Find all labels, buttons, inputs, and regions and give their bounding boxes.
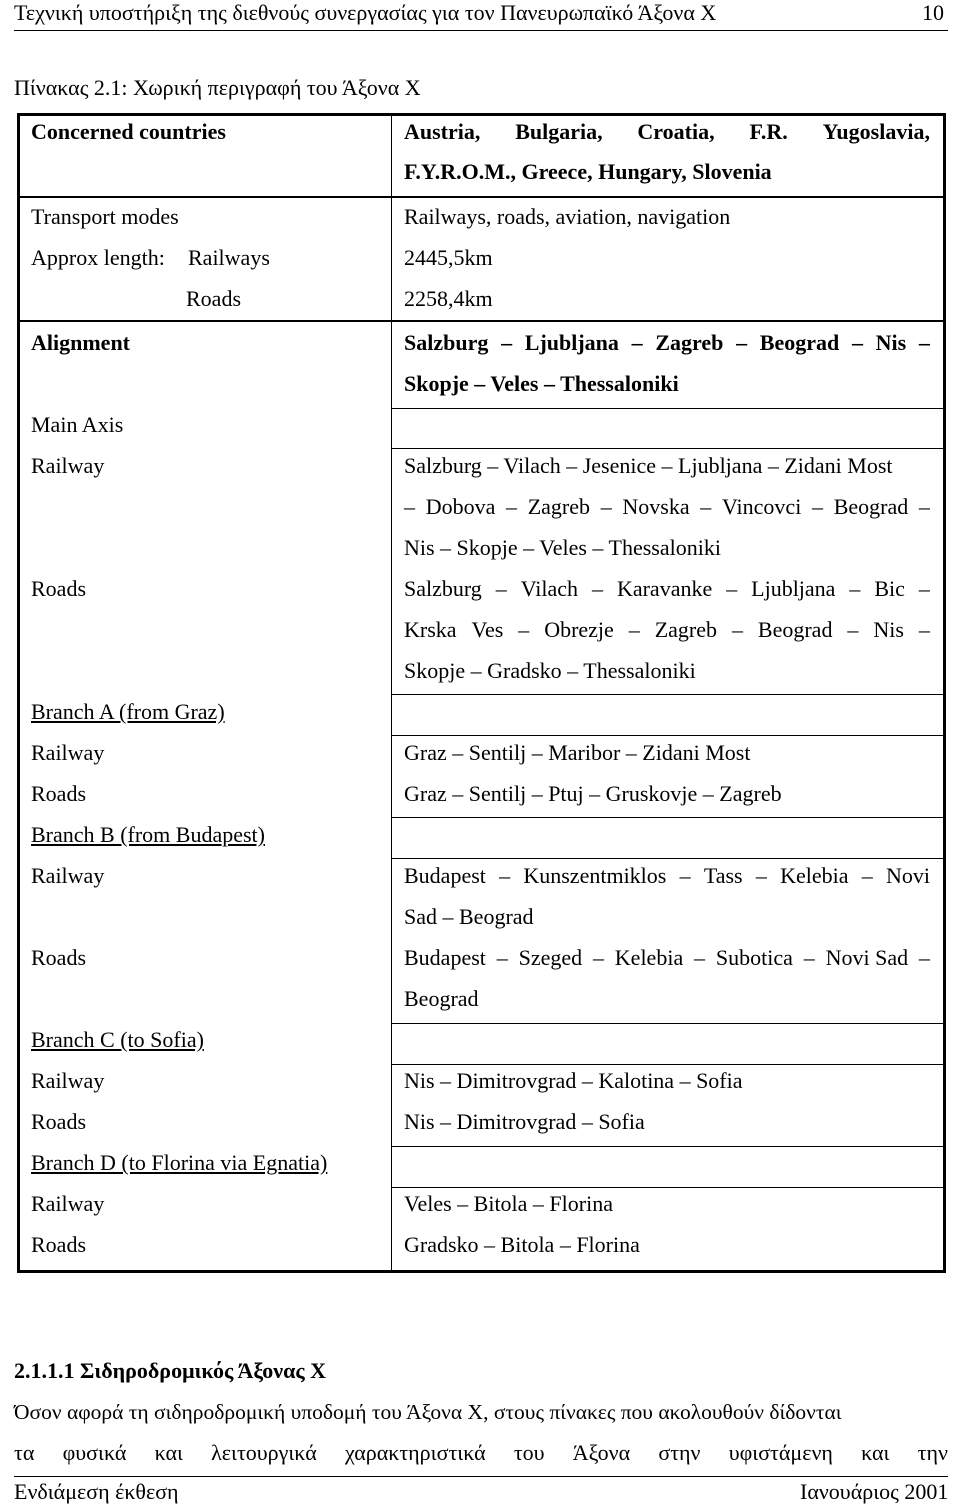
branch-c-label: Branch C (to Sofia): [31, 1027, 204, 1052]
header-rule: [14, 30, 948, 31]
length-roads-label: Roads: [186, 286, 241, 311]
row-divider: [391, 694, 943, 695]
main-railway-line1: Salzburg – Vilach – Jesenice – Ljubljana – Zidani Most: [404, 453, 893, 478]
footer-right: Ιανουάριος 2001: [800, 1479, 949, 1504]
row-divider: [391, 408, 943, 409]
alignment-line1: Salzburg – Ljubljana – Zagreb – Beograd – Nis –: [404, 330, 930, 355]
branch-a-label: Branch A (from Graz): [31, 699, 225, 724]
alignment-line2: Skopje – Veles – Thessaloniki: [404, 371, 679, 396]
row-divider: [391, 735, 943, 736]
alignment-label: Alignment: [31, 330, 130, 355]
branch-d-label: Branch D (to Florina via Egnatia): [31, 1150, 328, 1175]
branch-d-roads-value: Gradsko – Bitola – Florina: [404, 1232, 640, 1257]
approx-length-label: Approx length:: [31, 245, 165, 270]
paragraph-line2: τα φυσικά και λειτουργικά χαρακτηριστικά του Άξονα στην υφιστάμενη και την: [14, 1440, 948, 1465]
main-roads-line3: Skopje – Gradsko – Thessaloniki: [404, 658, 696, 683]
transport-modes-label: Transport modes: [31, 204, 179, 229]
branch-a-roads-label: Roads: [31, 781, 86, 806]
branch-d-railway-value: Veles – Bitola – Florina: [404, 1191, 613, 1216]
branch-c-roads-value: Nis – Dimitrovgrad – Sofia: [404, 1109, 645, 1134]
branch-b-railway-label: Railway: [31, 863, 105, 888]
branch-a-railway-label: Railway: [31, 740, 105, 765]
footer-rule: [14, 1476, 948, 1477]
main-roads-line1: Salzburg – Vilach – Karavanke – Ljubljana – Bic –: [404, 576, 930, 601]
main-railway-line3: Nis – Skopje – Veles – Thessaloniki: [404, 535, 721, 560]
length-roads-value: 2258,4km: [404, 286, 493, 311]
page-number: 10: [922, 0, 944, 25]
row-divider: [20, 320, 943, 322]
branch-c-railway-value: Nis – Dimitrovgrad – Kalotina – Sofia: [404, 1068, 743, 1093]
branch-c-roads-label: Roads: [31, 1109, 86, 1134]
row-divider: [391, 817, 943, 818]
row-divider: [391, 1064, 943, 1065]
row-divider: [391, 858, 943, 859]
footer-left: Ενδιάμεση έκθεση: [14, 1479, 179, 1504]
branch-b-roads-label: Roads: [31, 945, 86, 970]
section-heading: 2.1.1.1 Σιδηροδρομικός Άξονας Χ: [14, 1358, 327, 1383]
concerned-countries-line1: Austria, Bulgaria, Croatia, F.R. Yugoslavia,: [404, 119, 930, 144]
length-railways-label: Railways: [188, 245, 270, 270]
main-railway-line2: – Dobova – Zagreb – Novska – Vincovci – Beograd –: [404, 494, 930, 519]
branch-c-railway-label: Railway: [31, 1068, 105, 1093]
branch-b-railway-line2: Sad – Beograd: [404, 904, 534, 929]
main-railway-label: Railway: [31, 453, 105, 478]
table-column-divider: [391, 116, 392, 1270]
length-railways-value: 2445,5km: [404, 245, 493, 270]
running-header: Τεχνική υποστήριξη της διεθνούς συνεργασίας για τον Πανευρωπαϊκό Άξονα Χ: [14, 0, 717, 25]
table-caption: Πίνακας 2.1: Χωρική περιγραφή του Άξονα Χ: [14, 75, 421, 100]
row-divider: [391, 448, 943, 449]
main-roads-label: Roads: [31, 576, 86, 601]
row-divider: [20, 196, 943, 198]
branch-b-railway-line1: Budapest – Kunszentmiklos – Tass – Kelebia – Novi: [404, 863, 930, 888]
row-divider: [391, 1187, 943, 1188]
branch-b-label: Branch B (from Budapest): [31, 822, 265, 847]
concerned-countries-line2: F.Y.R.O.M., Greece, Hungary, Slovenia: [404, 159, 772, 184]
main-axis-label: Main Axis: [31, 412, 124, 437]
branch-d-railway-label: Railway: [31, 1191, 105, 1216]
branch-b-roads-line1: Budapest – Szeged – Kelebia – Subotica – Novi Sad –: [404, 945, 930, 970]
branch-d-roads-label: Roads: [31, 1232, 86, 1257]
paragraph-line1: Όσον αφορά τη σιδηροδρομική υποδομή του Άξονα Χ, στους πίνακες που ακολουθούν δίδονται: [14, 1400, 842, 1424]
transport-modes-value: Railways, roads, aviation, navigation: [404, 204, 731, 229]
branch-a-roads-value: Graz – Sentilj – Ptuj – Gruskovje – Zagreb: [404, 781, 782, 806]
row-divider: [391, 1023, 943, 1024]
row-divider: [391, 1146, 943, 1147]
concerned-countries-label: Concerned countries: [31, 119, 226, 144]
branch-b-roads-line2: Beograd: [404, 986, 479, 1011]
branch-a-railway-value: Graz – Sentilj – Maribor – Zidani Most: [404, 740, 751, 765]
main-roads-line2: Krska Ves – Obrezje – Zagreb – Beograd – Nis –: [404, 617, 930, 642]
